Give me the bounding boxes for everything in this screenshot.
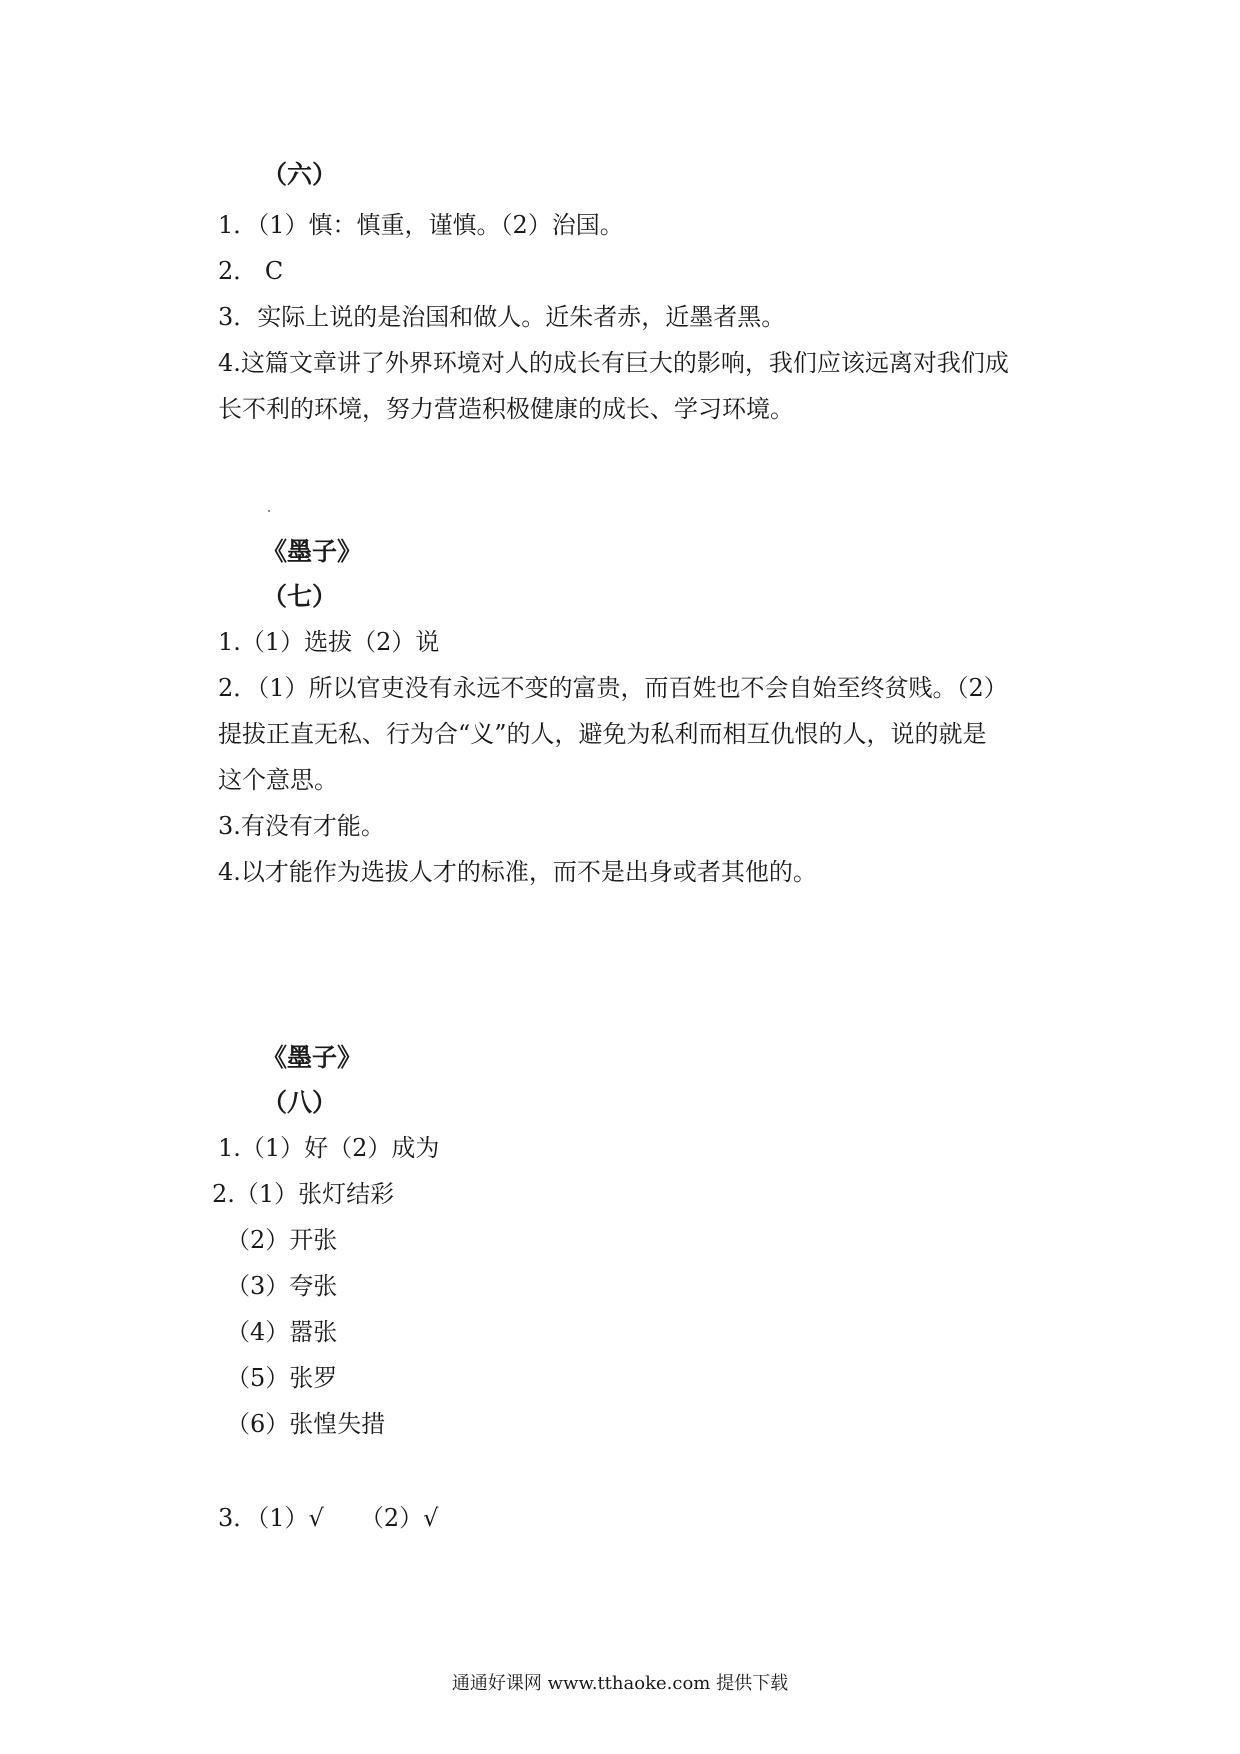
answer-line: （6）张惶失措 xyxy=(226,1410,386,1438)
answer-line: 长不利的环境，努力营造积极健康的成长、学习环境。 xyxy=(218,395,794,423)
answer-line: 2．（1）所以官吏没有永远不变的富贵，而百姓也不会自始至终贫贱。（2） xyxy=(218,674,1008,702)
answer-line: （4）嚣张 xyxy=(226,1318,338,1346)
answer-line: 1．（1）慎：慎重，谨慎。（2）治国。 xyxy=(218,211,624,239)
answer-line: 这个意思。 xyxy=(218,766,338,794)
section-6-heading: （六） xyxy=(262,160,338,189)
answer-line: 1.（1）好（2）成为 xyxy=(218,1134,440,1162)
answer-line: 2.（1）张灯结彩 xyxy=(212,1180,395,1208)
answer-line: 4.以才能作为选拔人才的标准，而不是出身或者其他的。 xyxy=(218,858,817,886)
answer-line-q3: 3．（1）√ （2）√ xyxy=(218,1504,439,1532)
answer-line: 3.有没有才能。 xyxy=(218,812,385,840)
answer-line: （5）张罗 xyxy=(226,1364,338,1392)
answer-line: 2． C xyxy=(218,257,284,285)
scan-speck xyxy=(268,510,270,512)
section-7-title: 《墨子》 xyxy=(262,537,363,566)
answer-line: （2）开张 xyxy=(226,1226,338,1254)
answer-line: 4.这篇文章讲了外界环境对人的成长有巨大的影响，我们应该远离对我们成 xyxy=(218,349,1009,377)
answer-line: 提拔正直无私、行为合“义”的人，避免为私利而相互仇恨的人，说的就是 xyxy=(218,720,987,748)
section-8-title: 《墨子》 xyxy=(262,1043,363,1072)
footer-credit: 通通好课网 www.tthaoke.com 提供下载 xyxy=(451,1673,789,1694)
answer-line: 3．实际上说的是治国和做人。近朱者赤，近墨者黑。 xyxy=(218,303,786,331)
answer-line: （3）夸张 xyxy=(226,1272,338,1300)
section-7-heading: （七） xyxy=(262,582,338,611)
answer-line: 1.（1）选拔（2）说 xyxy=(218,628,440,656)
section-8-heading: （八） xyxy=(262,1088,338,1117)
